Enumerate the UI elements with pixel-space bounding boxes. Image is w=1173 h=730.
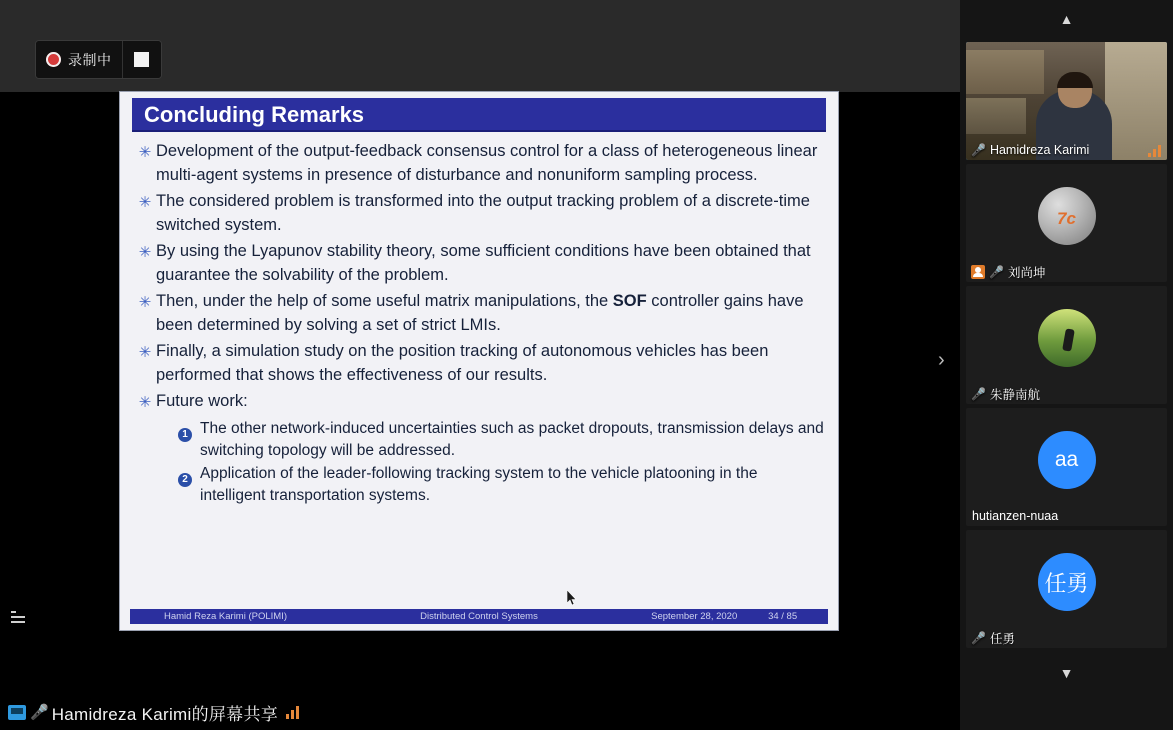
bullet-star-icon: ✳: [138, 344, 152, 361]
slide-footer-author: Hamid Reza Karimi (POLIMI): [164, 611, 287, 622]
stop-recording-button[interactable]: [122, 41, 161, 78]
participant-label: [966, 140, 1167, 160]
participant-name: Hamidreza Karimi: [989, 143, 1090, 157]
slide-bullet: [134, 290, 824, 337]
bullet-star-icon: ✳: [138, 394, 152, 411]
slide-footer-topic: Distributed Control Systems: [420, 611, 538, 622]
microphone-icon: 🎤: [971, 631, 986, 645]
slide-subitem: [178, 463, 824, 507]
record-dot-icon: [46, 52, 61, 67]
slide-subitem-text: Application of the leader-following tracking system to the vehicle platooning in the intelligent transportation systems.: [200, 464, 758, 504]
participant-label: [966, 262, 1167, 282]
bullet-star-icon: ✳: [138, 144, 152, 161]
participant-name: 任勇: [989, 632, 1015, 646]
participant-tile-liushangkun[interactable]: [966, 164, 1167, 282]
bullet-star-icon: ✳: [138, 294, 152, 311]
recording-label: 录制中: [68, 51, 112, 68]
slide-footer-date: September 28, 2020: [651, 611, 738, 622]
slide-subitem: [178, 418, 824, 462]
slide-bullet: [134, 240, 824, 287]
slide-bullet-text: By using the Lyapunov stability theory, some sufficient conditions have been obtained that guarantee the solvability of the problem.: [156, 242, 811, 284]
slide-sublist: [178, 418, 824, 507]
participant-tile-zhujingnanhang[interactable]: [966, 286, 1167, 404]
stop-square-icon: [134, 52, 149, 67]
slide-footer: [130, 609, 828, 624]
participant-name: 刘尚坤: [1007, 266, 1046, 280]
scroll-down-button[interactable]: ▼: [1059, 665, 1074, 681]
microphone-icon: 🎤: [971, 143, 986, 157]
recording-indicator[interactable]: [36, 41, 161, 78]
slide-bullet: [134, 340, 824, 387]
screen-share-label: Hamidreza Karimi的屏幕共享: [51, 704, 279, 724]
slide-bullet-text: Finally, a simulation study on the position tracking of autonomous vehicles has been performed that shows the effectiveness of our results.: [156, 342, 769, 384]
participant-label: [966, 628, 1167, 648]
screen-share-status-bar: [0, 694, 960, 730]
slide-bullet: [134, 140, 824, 187]
slide-bullet-text: Development of the output-feedback consensus control for a class of heterogeneous linear multi-agent systems in presence of disturbance and nonuniform sampling process.: [156, 142, 818, 184]
avatar: [1038, 309, 1096, 367]
side-panel-handle[interactable]: [6, 604, 30, 630]
slide-bullet: [134, 390, 824, 415]
microphone-icon: 🎤: [30, 704, 49, 721]
collapse-participants-chevron-right-icon[interactable]: ›: [938, 349, 945, 371]
slide-bullet-text: The considered problem is transformed into the output tracking problem of a discrete-time switched system.: [156, 192, 810, 234]
slide-bullet-text: Future work:: [156, 392, 248, 410]
microphone-icon: 🎤: [989, 265, 1004, 279]
audio-signal-icon: [286, 705, 299, 719]
audio-signal-icon: [1148, 144, 1161, 157]
avatar: [1038, 187, 1096, 245]
bullet-star-icon: ✳: [138, 244, 152, 261]
participant-name: 朱静南航: [989, 388, 1040, 402]
avatar-initials: 任勇: [1038, 553, 1096, 611]
participants-strip: [960, 0, 1173, 730]
microphone-icon: 🎤: [971, 387, 986, 401]
list-icon: [11, 608, 25, 626]
host-badge-icon: [971, 265, 985, 279]
slide-bullet-text: Then, under the help of some useful matrix manipulations, the SOF controller gains have been determined by solving a set of strict LMIs.: [156, 292, 804, 334]
scroll-up-button[interactable]: ▲: [1059, 11, 1074, 27]
presentation-slide: [120, 92, 838, 630]
slide-body: [134, 140, 824, 507]
subitem-number-icon: 2: [178, 467, 200, 482]
subitem-number-icon: 1: [178, 422, 200, 437]
mouse-cursor-icon: [567, 590, 577, 606]
avatar-initials: aa: [1038, 431, 1096, 489]
participant-name: hutianzen-nuaa: [972, 509, 1059, 523]
slide-bullet: [134, 190, 824, 237]
recording-status: [36, 41, 122, 78]
participant-tile-hamidreza-karimi[interactable]: [966, 42, 1167, 160]
participant-tile-hutianzen-nuaa[interactable]: [966, 408, 1167, 526]
slide-title: Concluding Remarks: [132, 98, 826, 132]
participant-label: [966, 384, 1167, 404]
slide-subitem-text: The other network-induced uncertainties such as packet dropouts, transmission delays and switching topology will be addressed.: [200, 419, 824, 459]
screen-share-icon: [8, 705, 26, 720]
slide-footer-page: 34 / 85: [768, 611, 798, 622]
participant-tile-renyong[interactable]: [966, 530, 1167, 648]
bullet-star-icon: ✳: [138, 194, 152, 211]
